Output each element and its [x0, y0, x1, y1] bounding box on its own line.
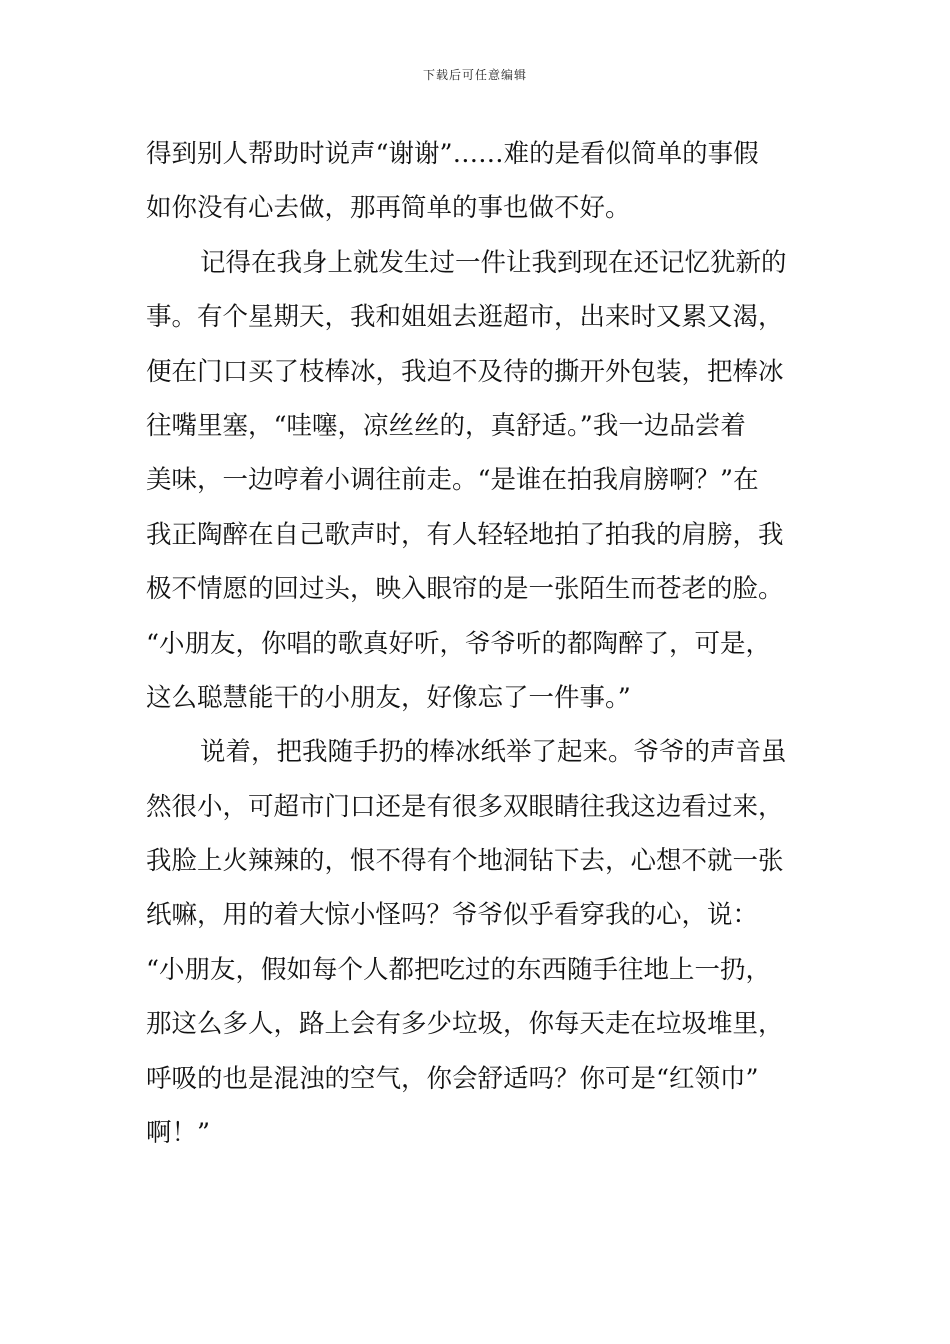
text-line: 往嘴里塞，“哇噻，凉丝丝的，真舒适。”我一边品尝着	[146, 410, 746, 441]
text-line: 如你没有心去做，那再简单的事也做不好。	[146, 193, 631, 224]
text-line: 得到别人帮助时说声“谢谢”……难的是看似简单的事假	[146, 139, 759, 169]
text-line: 那这么多人，路上会有多少垃圾，你每天走在垃圾堆里，	[146, 1009, 784, 1040]
page-header: 下载后可任意编辑	[422, 68, 527, 82]
paragraph-3	[146, 725, 812, 1160]
text-line: 啊！”	[146, 1118, 211, 1149]
text-line: 便在门口买了枝棒冰，我迫不及待的撕开外包装，把棒冰	[146, 356, 784, 387]
text-line: 然很小，可超市门口还是有很多双眼睛往我这边看过来，	[146, 791, 784, 822]
text-line: 我正陶醉在自己歌声时，有人轻轻地拍了拍我的肩膀，我	[146, 519, 784, 550]
paragraph-2	[146, 236, 812, 726]
text-line: 这么聪慧能干的小朋友，好像忘了一件事。”	[146, 682, 631, 713]
paragraph-1	[146, 127, 812, 236]
text-line: “小朋友，假如每个人都把吃过的东西随手往地上一扔，	[146, 954, 772, 985]
text-line: 极不情愿的回过头，映入眼帘的是一张陌生而苍老的脸。	[146, 574, 784, 605]
text-line: 呼吸的也是混浊的空气，你会舒适吗？你可是“红领巾”	[146, 1063, 759, 1094]
text-line: 美味，一边哼着小调往前走。“是谁在拍我肩膀啊？”在	[146, 465, 759, 496]
text-line: 事。有个星期天，我和姐姐去逛超市，出来时又累又渴，	[146, 302, 784, 333]
text-line: 我脸上火辣辣的，恨不得有个地洞钻下去，心想不就一张	[146, 846, 784, 877]
text-line: 纸嘛，用的着大惊小怪吗？爷爷似乎看穿我的心，说：	[146, 900, 759, 931]
text-line: “小朋友，你唱的歌真好听，爷爷听的都陶醉了，可是，	[146, 628, 772, 659]
document-body	[146, 127, 812, 1160]
text-line: 说着，把我随手扔的棒冰纸举了起来。爷爷的声音虽	[200, 737, 787, 768]
text-line: 记得在我身上就发生过一件让我到现在还记忆犹新的	[200, 247, 787, 278]
